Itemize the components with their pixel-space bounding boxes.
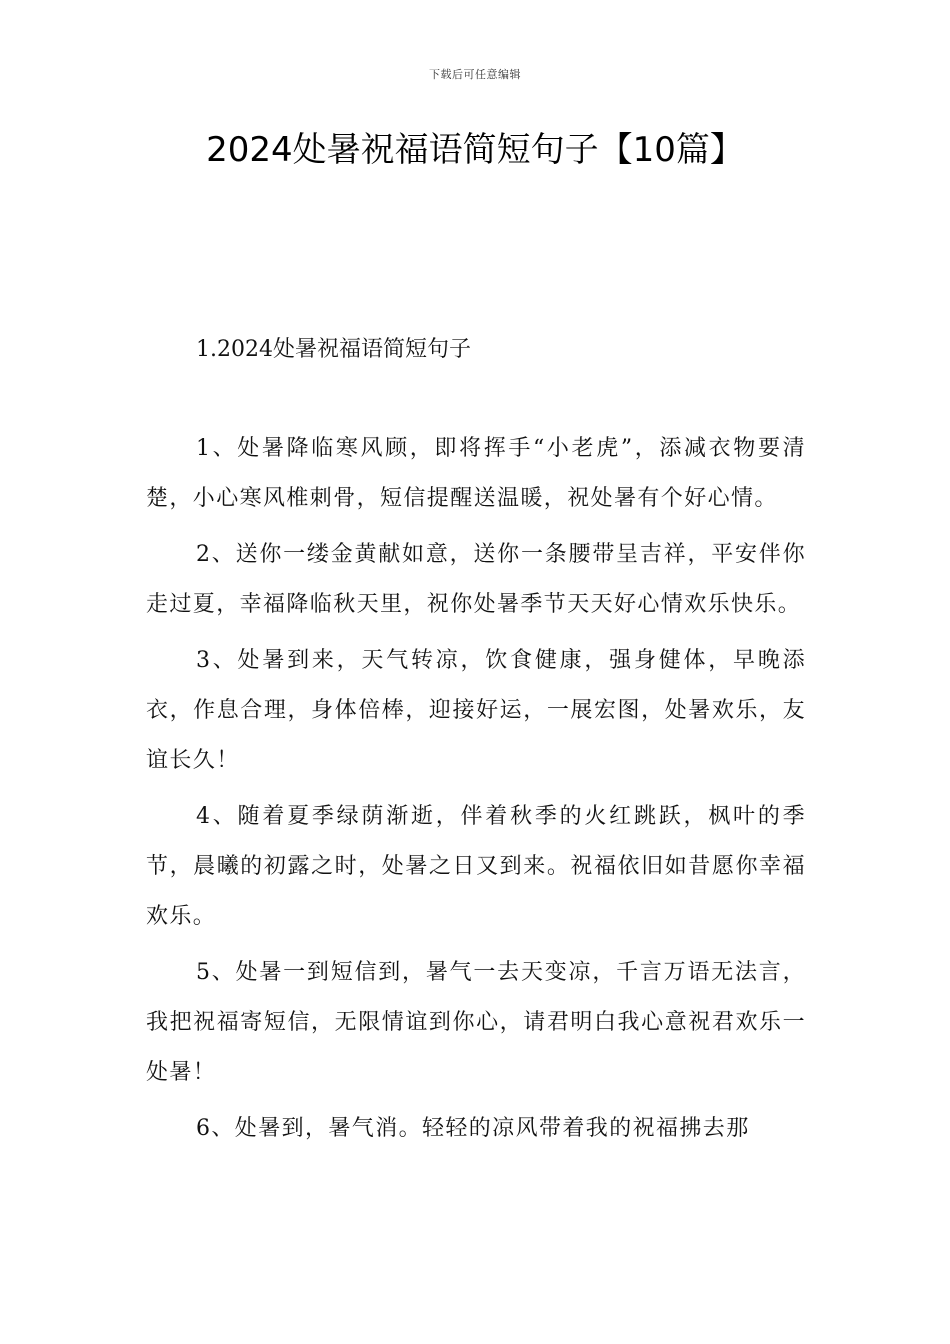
paragraph-2: 2、送你一缕金黄献如意，送你一条腰带呈吉祥，平安伴你走过夏，幸福降临秋天里，祝你处暑季节天天好心情欢乐快乐。 [146,542,806,617]
document-title: 2024处暑祝福语简短句子【10篇】 [206,130,744,170]
section-heading: 1.2024处暑祝福语简短句子 [196,337,471,362]
paragraph-6: 6、处暑到，暑气消。轻轻的凉风带着我的祝福拂去那 [196,1116,750,1141]
header-note: 下载后可任意编辑 [429,68,521,81]
paragraph-1: 1、处暑降临寒风顾，即将挥手“小老虎”，添减衣物要清楚，小心寒风椎刺骨，短信提醒送温暖，祝处暑有个好心情。 [146,436,806,511]
paragraph-4: 4、随着夏季绿荫渐逝，伴着秋季的火红跳跃，枫叶的季节，晨曦的初露之时，处暑之日又到来。祝福依旧如昔愿你幸福欢乐。 [146,804,806,929]
paragraph-5: 5、处暑一到短信到，暑气一去天变凉，千言万语无法言，我把祝福寄短信，无限情谊到你心，请君明白我心意祝君欢乐一处暑！ [146,960,806,1085]
paragraph-3: 3、处暑到来，天气转凉，饮食健康，强身健体，早晚添衣，作息合理，身体倍棒，迎接好运，一展宏图，处暑欢乐，友谊长久！ [146,648,806,773]
document-body [146,424,806,1160]
